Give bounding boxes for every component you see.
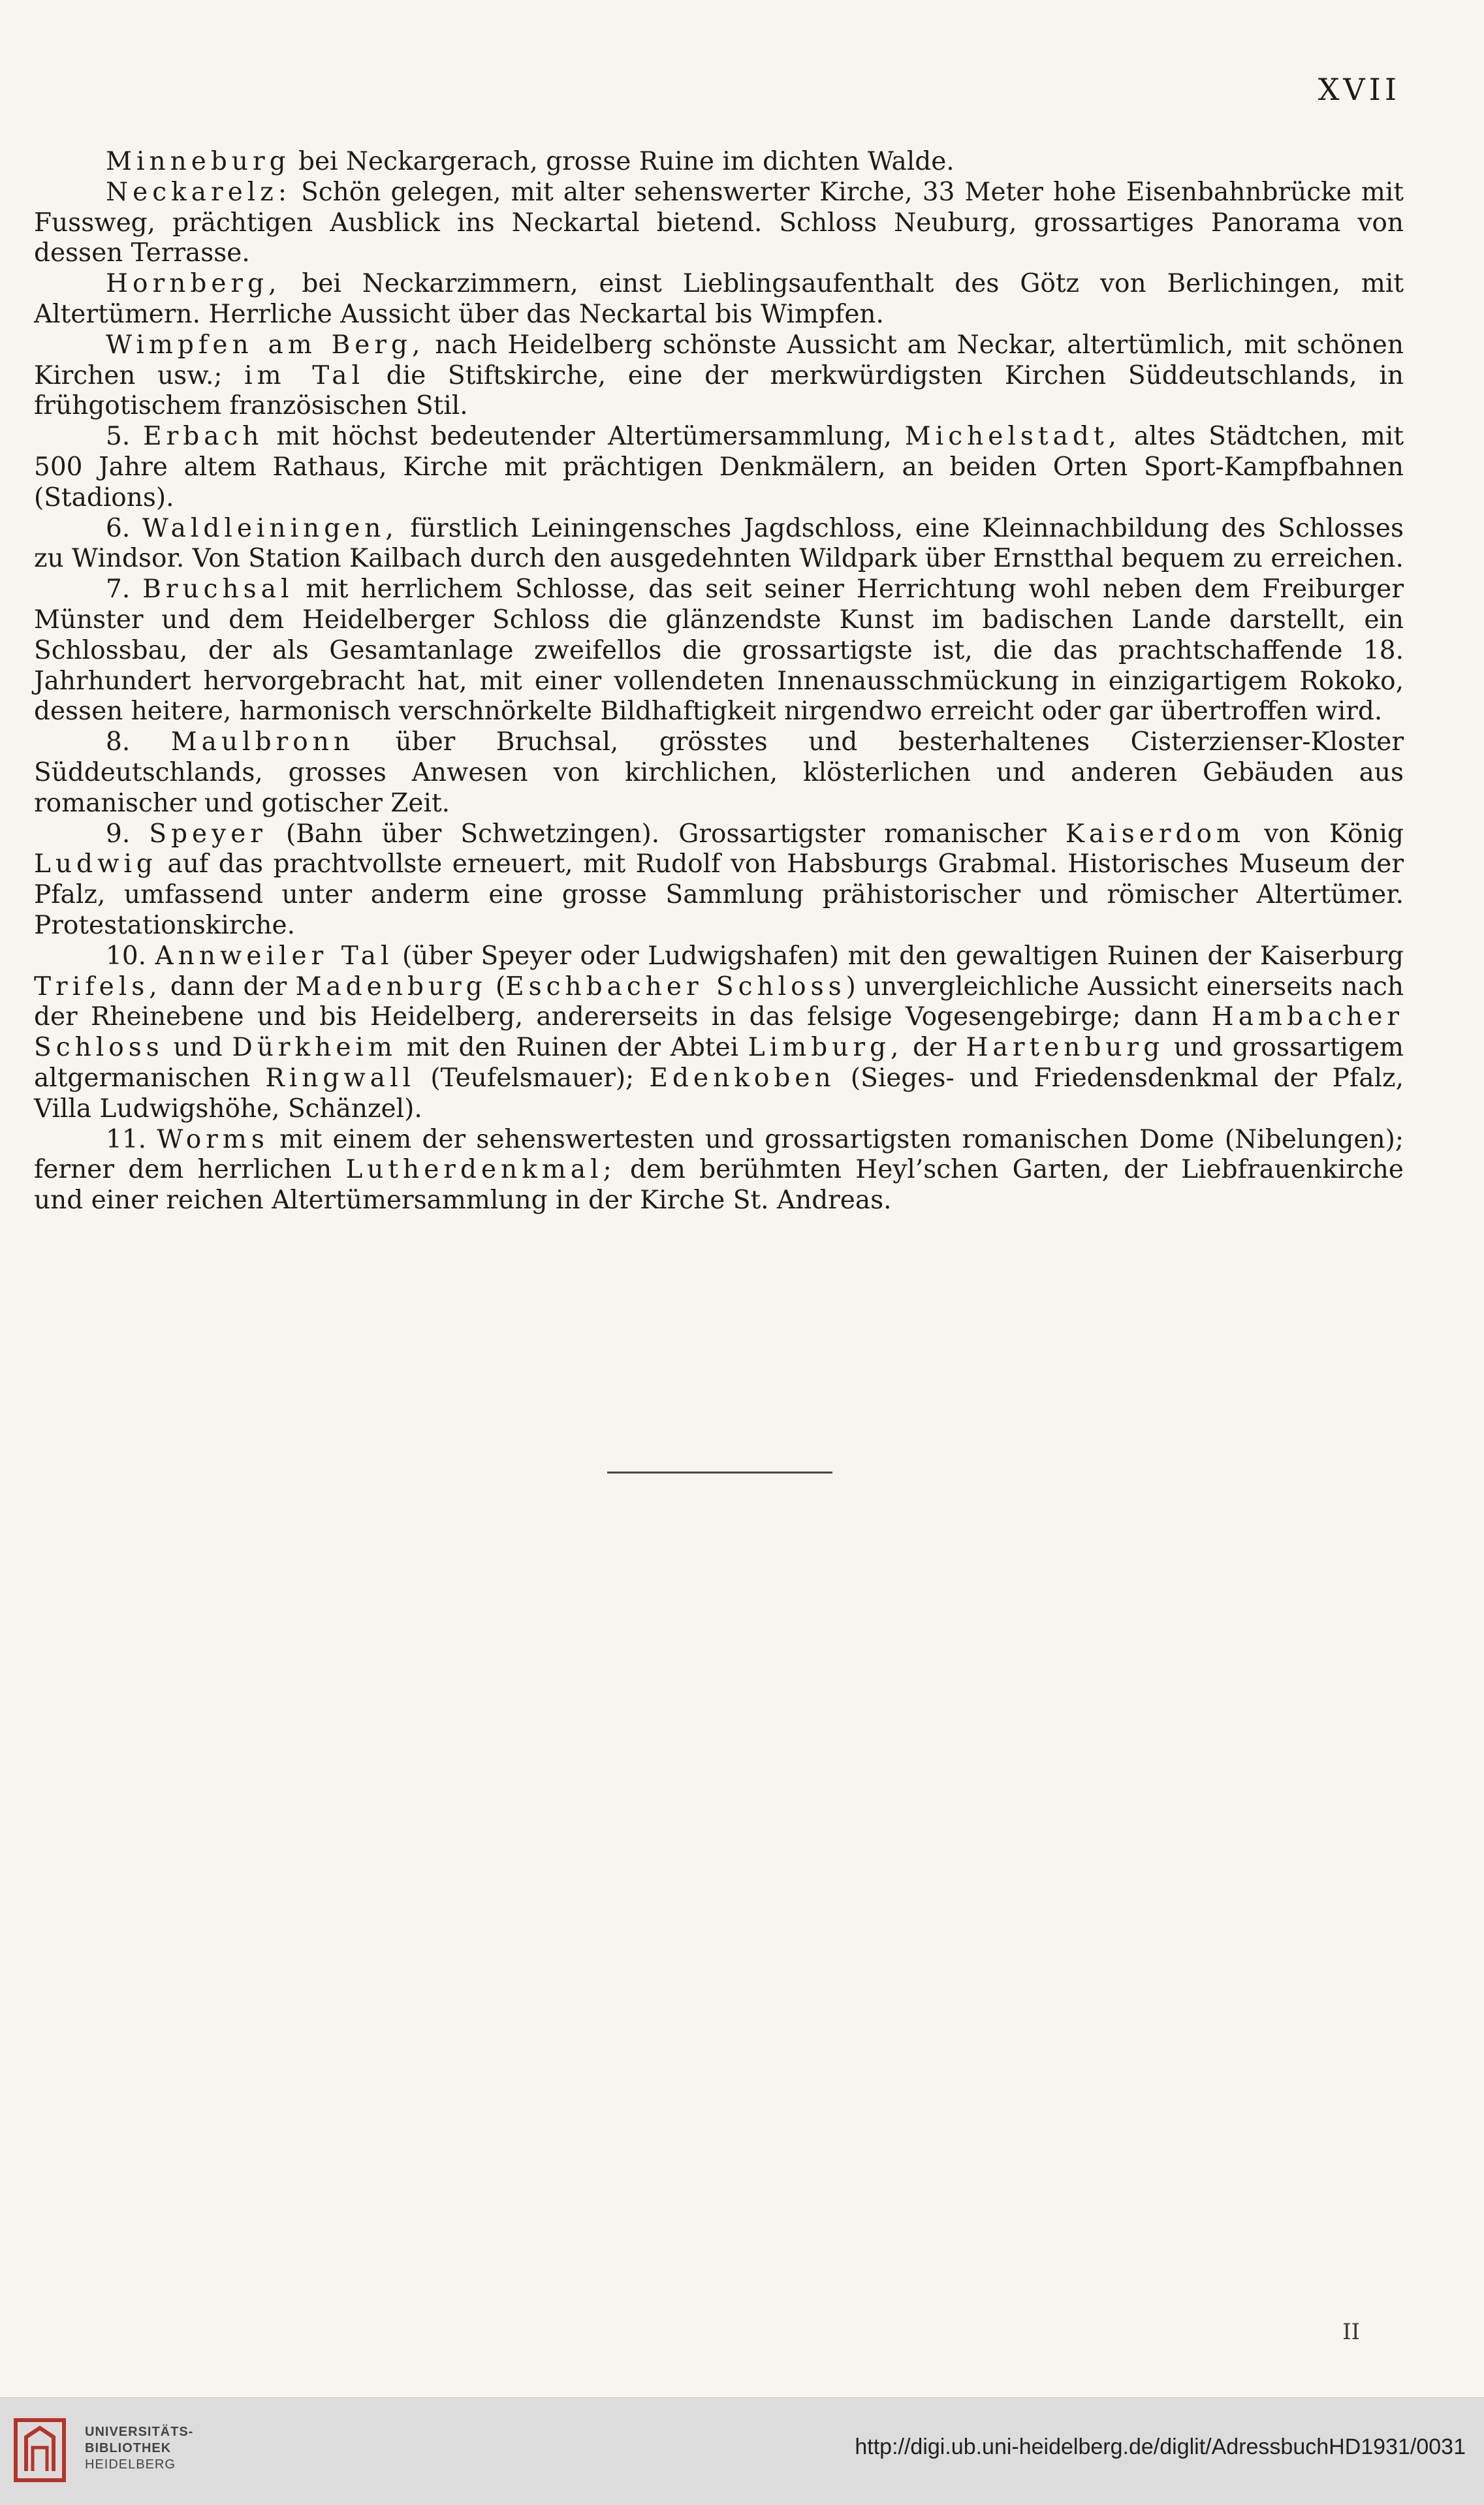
- text-run: 10.: [106, 941, 155, 971]
- text-run: 9.: [106, 819, 150, 849]
- spaced-name: Limburg,: [748, 1033, 904, 1063]
- text-run: (Bahn über Schwetzingen). Grossartigster romanischer: [266, 819, 1066, 849]
- spaced-name: Kaiserdom: [1065, 819, 1246, 849]
- text-run: 5.: [106, 422, 144, 452]
- text-run: nach Heidelberg schönste Aussicht am Neckar, altertümlich, mit schönen Kirchen usw.;: [34, 330, 1404, 390]
- text-run: mit den Ruinen der Abtei: [396, 1033, 748, 1063]
- text-run: mit herrlichem Schlosse, das seit seiner Herrichtung wohl neben dem Freiburger Münster und dem Heidelberger Schloss die glänzendste Kunst im badischen Lande darstellt, ein Schlossbau, der als Gesamtanlage zweifellos die grossartigste ist, die das prachtschaffende 18. Jahrhundert hervorgebracht hat, mit einer vollendeten Innenausschmückung in einzigartigem Rokoko, dessen heitere, harmonisch verschnörkelte Bildhaftigkeit nirgendwo erreicht oder gar übertroffen wird.: [34, 575, 1404, 727]
- document-body: [34, 147, 1404, 1216]
- text-run: fürstlich Leiningensches Jagdschloss, eine Kleinnachbildung des Schlosses zu Windsor. Von Station Kailbach durch den ausgedehnten Wildpark über Ernstthal bequem zu erreichen.: [34, 513, 1404, 574]
- text-run: über Bruchsal, grösstes und besterhaltenes Cisterzienser-Kloster Süddeutschlands, grosses Anwesen von kirchlichen, klösterlichen und anderen Gebäuden aus romanischer und gotischer Zeit.: [34, 727, 1404, 818]
- text-run: und grossartigem altgermanischen: [34, 1033, 1404, 1093]
- source-url-link[interactable]: http://digi.ub.uni-heidelberg.de/diglit/AdressbuchHD1931/0031: [855, 2434, 1466, 2459]
- spaced-name: im Tal: [244, 360, 365, 390]
- spaced-name: Hambacher Schloss: [34, 1002, 1404, 1063]
- paragraph-speyer: [34, 819, 1404, 941]
- spaced-name: Eschbacher Schloss: [505, 971, 846, 1001]
- text-run: und: [163, 1033, 232, 1063]
- text-run: von König: [1245, 819, 1404, 849]
- text-run: mit einem der sehenswertesten und grossartigsten romanischen Dome (Nibelungen); ferner dem herrlichen: [34, 1124, 1404, 1185]
- logo-line-1: UNIVERSITÄTS-: [85, 2425, 194, 2439]
- text-run: (über Speyer oder Ludwigshafen) mit den gewaltigen Ruinen der Kaiserburg: [393, 941, 1404, 971]
- text-run: 11.: [106, 1124, 157, 1154]
- spaced-name: Maulbronn: [170, 727, 355, 757]
- logo-line-2: BIBLIOTHEK: [85, 2441, 172, 2455]
- text-run: bei Neckarzimmern, einst Lieblingsaufenthalt des Götz von Berlichingen, mit Altertümern. Herrliche Aussicht über das Neckartal bis Wimpfen.: [34, 269, 1404, 329]
- spaced-name: Annweiler Tal: [155, 941, 394, 971]
- spaced-name: Trifels,: [34, 971, 162, 1001]
- spaced-name: Ludwig: [34, 849, 157, 879]
- library-logo-text: [85, 2424, 193, 2473]
- paragraph-worms: [34, 1125, 1404, 1216]
- text-run: auf das prachtvollste erneuert, mit Rudolf von Habsburgs Grabmal. Historisches Museum der Pfalz, umfassend unter anderm eine grosse Sammlung prähistorischer und römischer Altertümer. Protestationskirche.: [34, 849, 1404, 940]
- text-run: (: [486, 971, 506, 1001]
- text-run: ) unvergleichliche Aussicht einerseits nach der Rheinebene und bis Heidelberg, andererseits in das felsige Vogesengebirge; dann: [34, 971, 1404, 1032]
- spaced-name: Hartenburg: [966, 1033, 1165, 1063]
- text-run: mit höchst bedeutender Altertümersammlung,: [263, 422, 905, 452]
- paragraph-hornberg: [34, 269, 1404, 330]
- spaced-name: Bruchsal: [142, 575, 294, 605]
- paragraph-erbach: [34, 422, 1404, 513]
- text-run: dann der: [161, 971, 296, 1001]
- text-run: 8.: [106, 727, 171, 757]
- spaced-name: Wimpfen am Berg,: [106, 330, 425, 360]
- paragraph-wimpfen: [34, 330, 1404, 422]
- paragraph-waldleiningen: [34, 514, 1404, 575]
- spaced-name: Speyer: [149, 819, 267, 849]
- text-run: (Sieges- und Friedensdenkmal der Pfalz, Villa Ludwigshöhe, Schänzel).: [34, 1063, 1404, 1124]
- spaced-name: Edenkoben: [649, 1063, 836, 1093]
- paragraph-maulbronn: [34, 727, 1404, 819]
- paragraph-annweiler: [34, 941, 1404, 1125]
- text-run: 7.: [106, 575, 143, 605]
- text-run: altes Städtchen, mit 500 Jahre altem Rathaus, Kirche mit prächtigen Denkmälern, an beiden Orten Sport-Kampfbahnen (Stadions).: [34, 422, 1404, 512]
- logo-line-3: HEIDELBERG: [85, 2457, 176, 2472]
- paragraph-minneburg: [34, 147, 1404, 178]
- spaced-name: Minneburg: [106, 147, 291, 176]
- text-run: dem berühmten Heyl’schen Garten, der Liebfrauenkirche und einer reichen Altertümersammlung in der Kirche St. Andreas.: [34, 1155, 1404, 1216]
- spaced-name: Michelstadt,: [904, 422, 1121, 452]
- spaced-name: Worms: [157, 1124, 269, 1154]
- signature-mark: II: [1342, 2319, 1360, 2345]
- spaced-name: Dürkheim: [232, 1033, 397, 1063]
- text-run: die Stiftskirche, eine der merkwürdigsten Kirchen Süddeutschlands, in frühgotischem französischen Stil.: [34, 360, 1404, 421]
- section-separator: [607, 1472, 832, 1473]
- digitization-footer: [0, 2397, 1484, 2505]
- paragraph-neckarelz: [34, 178, 1404, 269]
- library-logo-icon: [13, 2418, 67, 2483]
- text-run: 6.: [106, 513, 142, 543]
- text-run: bei Neckargerach, grosse Ruine im dichten Walde.: [290, 147, 955, 176]
- spaced-name: Ringwall: [265, 1063, 416, 1093]
- spaced-name: Madenburg: [295, 971, 487, 1001]
- spaced-name: Erbach: [143, 422, 264, 452]
- spaced-name: Hornberg,: [106, 269, 281, 299]
- page-number: XVII: [1318, 72, 1400, 107]
- spaced-name: Waldleiningen,: [142, 513, 398, 543]
- spaced-name: Neckarelz:: [106, 177, 292, 207]
- text-run: (Teufelsmauer);: [415, 1063, 650, 1093]
- text-run: der: [903, 1033, 966, 1063]
- spaced-name: Lutherdenkmal;: [345, 1155, 616, 1185]
- text-run: Schön gelegen, mit alter sehenswerter Kirche, 33 Meter hohe Eisenbahnbrücke mit Fussweg, prächtigen Ausblick ins Neckartal bietend. Schloss Neuburg, grossartiges Panorama von dessen Terrasse.: [34, 177, 1404, 268]
- paragraph-bruchsal: [34, 575, 1404, 727]
